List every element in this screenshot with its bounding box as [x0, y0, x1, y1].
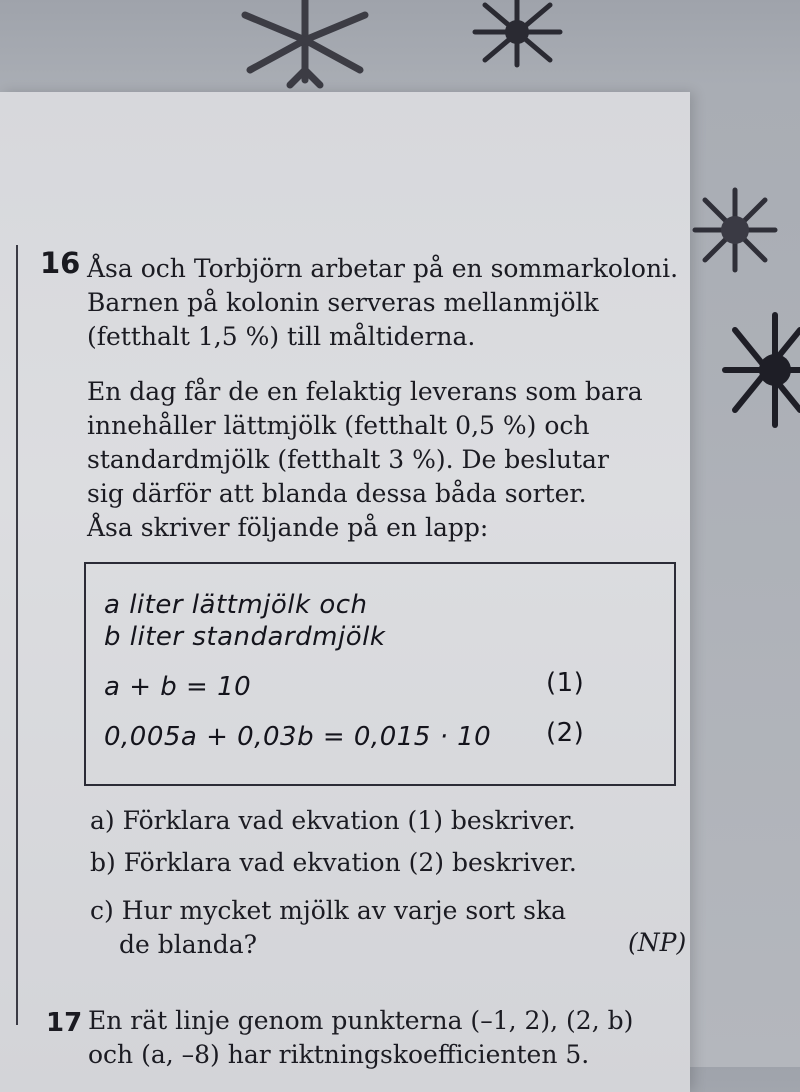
note-line-b: b liter standardmjölk: [104, 622, 386, 652]
handwritten-note-box: [84, 562, 676, 786]
text-line: innehåller lättmjölk (fetthalt 0,5 %) och: [87, 411, 590, 440]
text-line: sig därför att blanda dessa båda sorter.: [87, 479, 587, 508]
equation-2-tag: (2): [546, 718, 585, 748]
text-line: Åsa skriver följande på en lapp:: [87, 513, 489, 542]
problem-number-17: 17: [46, 1008, 83, 1038]
question-b: b) Förklara vad ekvation (2) beskriver.: [90, 848, 577, 877]
problem-margin-rule: [16, 245, 18, 1025]
problem-17-line-1: En rät linje genom punkterna (–1, 2), (2, b): [88, 1006, 634, 1035]
text-line: En dag får de en felaktig leverans som bara: [87, 377, 643, 406]
question-a: a) Förklara vad ekvation (1) beskriver.: [90, 806, 576, 835]
snowflake-icon: [225, 0, 385, 90]
problem-number-16: 16: [40, 246, 81, 280]
snowflake-icon: [720, 310, 800, 430]
text-line: (fetthalt 1,5 %) till måltiderna.: [87, 322, 476, 351]
equation-1: a + b = 10: [104, 672, 252, 702]
np-marker: (NP): [628, 928, 687, 957]
equation-1-tag: (1): [546, 668, 585, 698]
snowflake-icon: [470, 0, 565, 70]
problem-16-paragraph: [87, 375, 643, 545]
note-line-a: a liter lättmjölk och: [104, 590, 368, 620]
equation-2: 0,005a + 0,03b = 0,015 · 10: [104, 722, 492, 752]
question-c: c) Hur mycket mjölk av varje sort ska: [90, 896, 567, 925]
text-line: standardmjölk (fetthalt 3 %). De beslutar: [87, 445, 609, 474]
text-line: Barnen på kolonin serveras mellanmjölk: [87, 288, 599, 317]
problem-17-line-2: och (a, –8) har riktningskoefficienten 5.: [88, 1040, 590, 1069]
text-line: Åsa och Torbjörn arbetar på en sommarkoloni.: [87, 254, 679, 283]
problem-16-intro: [87, 252, 678, 354]
bleed-through-text: [110, 212, 670, 252]
question-c-continued: de blanda?: [119, 930, 258, 959]
snowflake-icon: [690, 185, 780, 275]
